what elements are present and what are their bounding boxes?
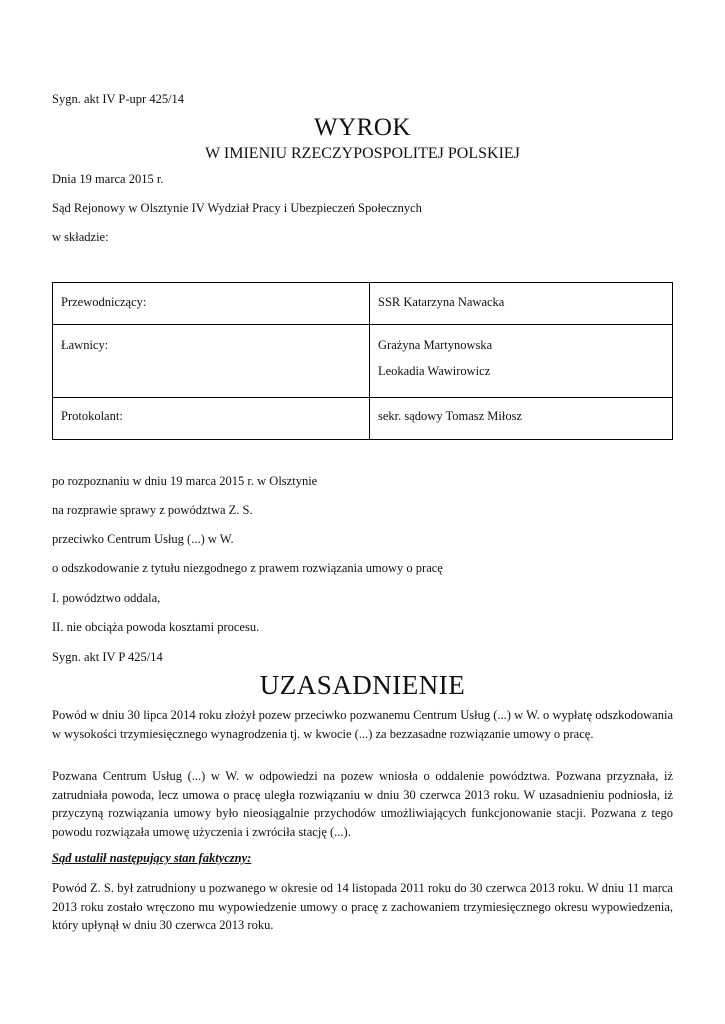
justification-paragraph-3: Powód Z. S. był zatrudniony u pozwanego w okresie od 14 listopada 2011 roku do 30 czerwca 2013 roku. W dniu 11 marca 2013 roku zostało wręczono mu wypowiedzenie umowy o pracę z zachowaniem trzymiesięcznego okresu wypowiedzenia, który upłynął w dniu 30 czerwca 2013 roku. bbox=[52, 881, 673, 932]
justification-paragraph-1: Powód w dniu 30 lipca 2014 roku złożył pozew przeciwko pozwanemu Centrum Usług (...) w W. o wypłatę odszkodowania w wysokości trzymiesięcznego wynagrodzenia tj. w kwocie (...) za bezzasadne rozwiązanie umowy o pracę. bbox=[52, 708, 673, 741]
judgment-date: Dnia 19 marca 2015 r. bbox=[52, 172, 164, 186]
document-title: WYROK bbox=[314, 114, 411, 141]
verdict-point-1: I. powództwo oddala, bbox=[52, 591, 161, 605]
justification-title: UZASADNIENIE bbox=[259, 670, 466, 700]
verdict-line-2: na rozprawie sprawy z powództwa Z. S. bbox=[52, 503, 253, 517]
verdict-line-4: o odszkodowanie z tytułu niezgodnego z prawem rozwiązania umowy o pracę bbox=[52, 561, 443, 575]
composition-label: w składzie: bbox=[52, 230, 109, 244]
table-row bbox=[53, 325, 673, 398]
verdict-line-1: po rozpoznaniu w dniu 19 marca 2015 r. w Olsztynie bbox=[52, 474, 318, 488]
court-name: Sąd Rejonowy w Olsztynie IV Wydział Pracy i Ubezpieczeń Społecznych bbox=[52, 201, 422, 215]
verdict-point-2: II. nie obciąża powoda kosztami procesu. bbox=[52, 620, 260, 634]
lay-judges-cell bbox=[370, 325, 673, 398]
table-row bbox=[53, 398, 673, 440]
presiding-label: Przewodniczący: bbox=[53, 283, 370, 325]
table-row bbox=[53, 283, 673, 325]
clerk-value: sekr. sądowy Tomasz Miłosz bbox=[370, 398, 673, 440]
document-subtitle: W IMIENIU RZECZYPOSPOLITEJ POLSKIEJ bbox=[205, 145, 520, 162]
clerk-label: Protokolant: bbox=[53, 398, 370, 440]
facts-heading: Sąd ustalił następujący stan faktyczny: bbox=[52, 851, 252, 865]
lay-judge-1: Grażyna Martynowska bbox=[378, 338, 493, 352]
lay-judges-label: Ławnicy: bbox=[53, 325, 370, 398]
case-signature-2: Sygn. akt IV P 425/14 bbox=[52, 650, 163, 664]
verdict-line-3: przeciwko Centrum Usług (...) w W. bbox=[52, 532, 234, 546]
case-signature: Sygn. akt IV P-upr 425/14 bbox=[52, 92, 185, 106]
presiding-value: SSR Katarzyna Nawacka bbox=[370, 283, 673, 325]
court-composition-table bbox=[52, 282, 673, 440]
justification-paragraph-2: Pozwana Centrum Usług (...) w W. w odpowiedzi na pozew wniosła o oddalenie powództwa. Pozwana przyznała, iż zatrudniała powoda, lecz umowa o pracę uległa rozwiązaniu w dniu 30 czerwca 2013 roku. W uzasadnieniu podniosła, iż przyczyną rozwiązania umowy było nieosiągalnie przychodów umożliwiających funkcjonowanie stacji. Pozwana z tego powodu rozwiązała umowę użyczenia i zwróciła stację (...). bbox=[52, 769, 673, 839]
lay-judge-2: Leokadia Wawirowicz bbox=[378, 364, 491, 378]
